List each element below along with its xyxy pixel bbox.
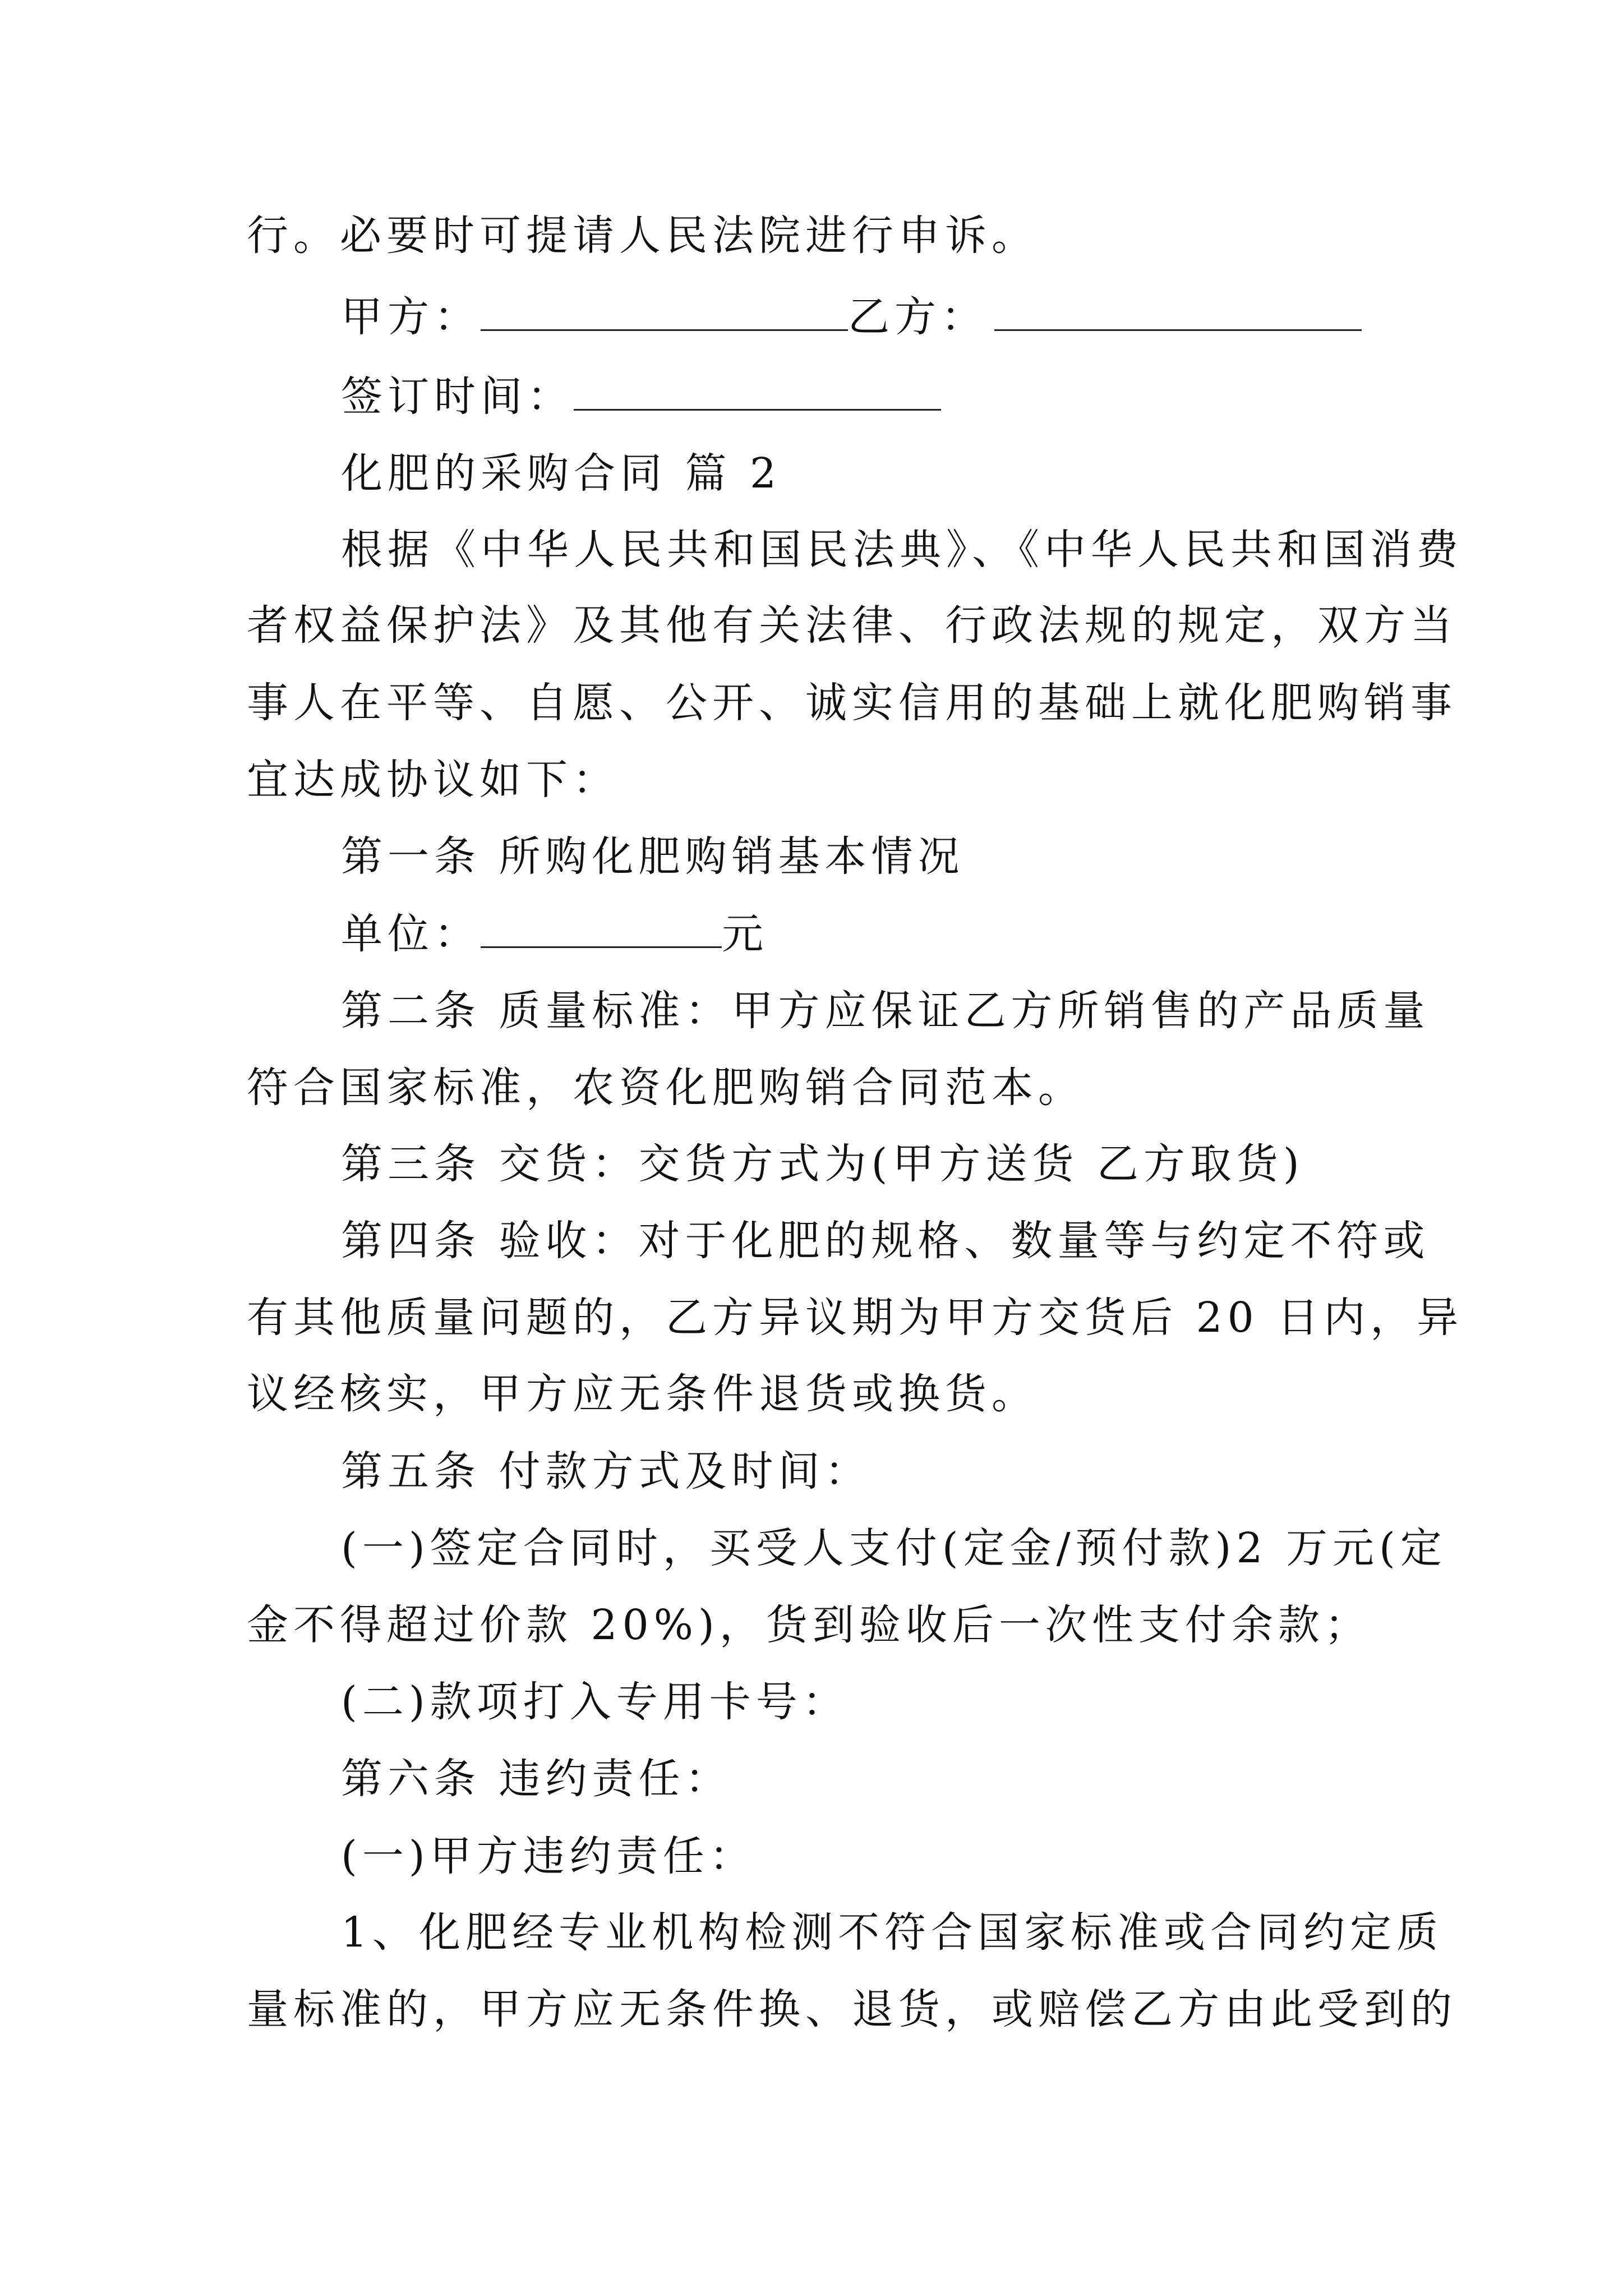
text-line: 金不得超过价款 20%)，货到验收后一次性支付余款；	[247, 1601, 1371, 1649]
party-signature-row	[341, 286, 1362, 348]
unit-label: 单位：	[341, 910, 481, 958]
text-line: 议经核实，甲方应无条件退货或换货。	[247, 1370, 1038, 1418]
party-b-label: 乙方：	[848, 293, 988, 341]
text-line: 第四条 验收：对于化肥的规格、数量等与约定不符或	[341, 1217, 1430, 1265]
unit-row	[341, 903, 768, 965]
clause-heading: 第六条 违约责任：	[341, 1755, 732, 1803]
clause-heading: 第五条 付款方式及时间：	[341, 1447, 872, 1496]
text-line: 根据《中华人民共和国民法典》、《中华人民共和国消费	[341, 526, 1463, 574]
clause-heading: 第一条 所购化肥购销基本情况	[341, 832, 965, 881]
text-line: 宜达成协议如下：	[247, 756, 619, 804]
unit-blank	[481, 907, 722, 948]
text-line: 量标准的，甲方应无条件换、退货，或赔偿乙方由此受到的	[247, 1985, 1457, 2033]
text-line: (二)款项打入专用卡号：	[341, 1678, 849, 1726]
section-title: 化肥的采购合同 篇 2	[341, 449, 782, 498]
text-line: 1、化肥经专业机构检测不符合国家标准或合同约定质	[341, 1908, 1444, 1957]
unit-suffix: 元	[722, 910, 768, 958]
text-line: 符合国家标准，农资化肥购销合同范本。	[247, 1064, 1085, 1112]
text-line: 第三条 交货：交货方式为(甲方送货 乙方取货)	[341, 1140, 1304, 1188]
party-b-blank	[994, 290, 1362, 331]
text-line: (一)签定合同时，买受人支付(定金/预付款)2 万元(定	[341, 1524, 1447, 1572]
text-line: 第二条 质量标准：甲方应保证乙方所销售的产品质量	[341, 987, 1430, 1035]
text-line: 有其他质量问题的，乙方异议期为甲方交货后 20 日内，异	[247, 1294, 1464, 1342]
sign-time-row	[341, 366, 941, 427]
sign-time-label: 签订时间：	[341, 372, 574, 421]
text-line: (一)甲方违约责任：	[341, 1832, 756, 1880]
text-line: 者权益保护法》及其他有关法律、行政法规的规定，双方当	[247, 601, 1457, 650]
sign-time-blank	[574, 370, 941, 411]
text-line: 事人在平等、自愿、公开、诚实信用的基础上就化肥购销事	[247, 679, 1457, 727]
party-a-label: 甲方：	[341, 293, 481, 341]
party-a-blank	[481, 290, 848, 331]
text-line: 行。必要时可提请人民法院进行申诉。	[247, 211, 1038, 260]
